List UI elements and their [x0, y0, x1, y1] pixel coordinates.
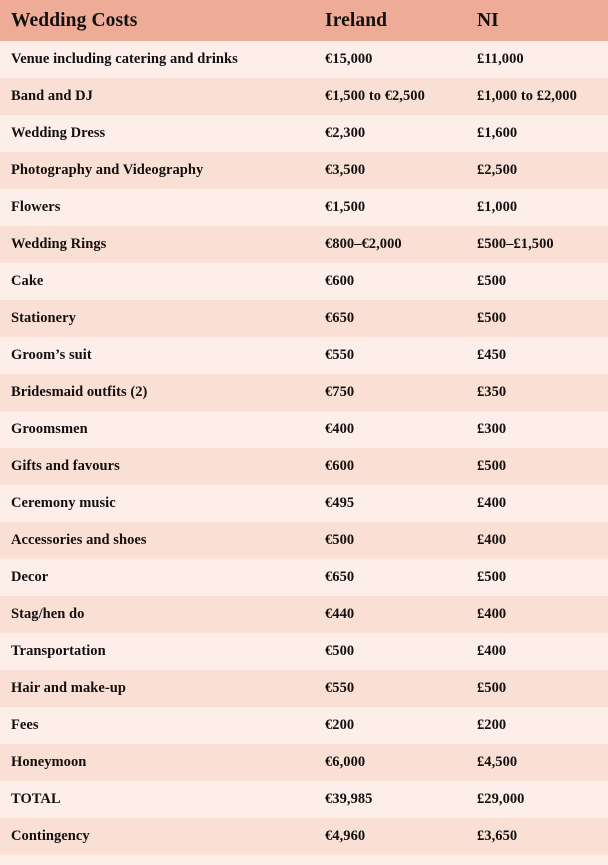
cell-item: Stag/hen do — [0, 596, 314, 633]
cell-ireland: €650 — [314, 300, 466, 337]
cell-ni: £350 — [466, 374, 608, 411]
cell-ireland: €550 — [314, 337, 466, 374]
table-row — [0, 374, 608, 411]
cell-item: Accessories and shoes — [0, 522, 314, 559]
cell-ireland: €6,000 — [314, 744, 466, 781]
cell-ireland: €1,500 — [314, 189, 466, 226]
cell-ireland: €600 — [314, 448, 466, 485]
table-row — [0, 522, 608, 559]
cell-ni: £1,600 — [466, 115, 608, 152]
table-row — [0, 411, 608, 448]
column-header-wedding-costs: Wedding Costs — [0, 0, 314, 41]
cell-ireland: €600 — [314, 263, 466, 300]
cell-ireland: €3,500 — [314, 152, 466, 189]
cell-ni: £500 — [466, 448, 608, 485]
cell-ni: £3,650 — [466, 818, 608, 855]
cell-ireland: €200 — [314, 707, 466, 744]
cell-item: Ceremony music — [0, 485, 314, 522]
table-row — [0, 263, 608, 300]
cell-item: Cake — [0, 263, 314, 300]
cell-item: TOTAL — [0, 781, 314, 818]
cell-ni: £400 — [466, 522, 608, 559]
cell-ni: £11,000 — [466, 41, 608, 78]
table-row — [0, 707, 608, 744]
cell-ireland: €4,960 — [314, 818, 466, 855]
cell-ireland: €500 — [314, 633, 466, 670]
cell-item: Contingency — [0, 818, 314, 855]
cell-ni: £400 — [466, 485, 608, 522]
header-row — [0, 0, 608, 41]
table-row — [0, 78, 608, 115]
cell-item: Wedding Rings — [0, 226, 314, 263]
cell-ireland: €440 — [314, 596, 466, 633]
cell-ireland: €800–€2,000 — [314, 226, 466, 263]
cell-item: Transportation — [0, 633, 314, 670]
cell-item: Gifts and favours — [0, 448, 314, 485]
cell-ireland: €1,500 to €2,500 — [314, 78, 466, 115]
cell-ireland: €400 — [314, 411, 466, 448]
table-row — [0, 115, 608, 152]
cell-ireland: €495 — [314, 485, 466, 522]
cell-ni: £1,000 — [466, 189, 608, 226]
cell-item: Honeymoon — [0, 744, 314, 781]
cell-ni: £29,000 — [466, 781, 608, 818]
column-header-ni: NI — [466, 0, 608, 41]
cell-ni: £500 — [466, 670, 608, 707]
table-body — [0, 41, 608, 855]
table-row — [0, 781, 608, 818]
table-row — [0, 41, 608, 78]
cell-ni: £400 — [466, 596, 608, 633]
cell-item: Fees — [0, 707, 314, 744]
cell-ireland: €750 — [314, 374, 466, 411]
cell-ireland: €650 — [314, 559, 466, 596]
table-row — [0, 670, 608, 707]
table-row — [0, 633, 608, 670]
cell-ireland: €2,300 — [314, 115, 466, 152]
cell-ni: £400 — [466, 633, 608, 670]
cell-item: Photography and Videography — [0, 152, 314, 189]
table-row — [0, 818, 608, 855]
cell-ni: £500 — [466, 263, 608, 300]
cell-ireland: €500 — [314, 522, 466, 559]
cell-ni: £500 — [466, 300, 608, 337]
cell-item: Decor — [0, 559, 314, 596]
cell-ni: £1,000 to £2,000 — [466, 78, 608, 115]
cell-ireland: €39,985 — [314, 781, 466, 818]
cell-item: Venue including catering and drinks — [0, 41, 314, 78]
table-row — [0, 189, 608, 226]
cell-ireland: €550 — [314, 670, 466, 707]
cell-item: Flowers — [0, 189, 314, 226]
cell-ni: £4,500 — [466, 744, 608, 781]
cell-ireland: €15,000 — [314, 41, 466, 78]
cell-ni: £500 — [466, 559, 608, 596]
cell-item: Bridesmaid outfits (2) — [0, 374, 314, 411]
cell-item: Groom’s suit — [0, 337, 314, 374]
cell-item: Wedding Dress — [0, 115, 314, 152]
table-row — [0, 744, 608, 781]
table-row — [0, 448, 608, 485]
table-row — [0, 300, 608, 337]
table-row — [0, 596, 608, 633]
table-header — [0, 0, 608, 41]
table-row — [0, 226, 608, 263]
cell-item: Band and DJ — [0, 78, 314, 115]
cell-ni: £200 — [466, 707, 608, 744]
cell-ni: £300 — [466, 411, 608, 448]
cell-item: Stationery — [0, 300, 314, 337]
table-row — [0, 152, 608, 189]
column-header-ireland: Ireland — [314, 0, 466, 41]
cell-ni: £500–£1,500 — [466, 226, 608, 263]
table-row — [0, 485, 608, 522]
cell-ni: £450 — [466, 337, 608, 374]
table-row — [0, 559, 608, 596]
table-row — [0, 337, 608, 374]
cell-item: Groomsmen — [0, 411, 314, 448]
cell-item: Hair and make-up — [0, 670, 314, 707]
cell-ni: £2,500 — [466, 152, 608, 189]
